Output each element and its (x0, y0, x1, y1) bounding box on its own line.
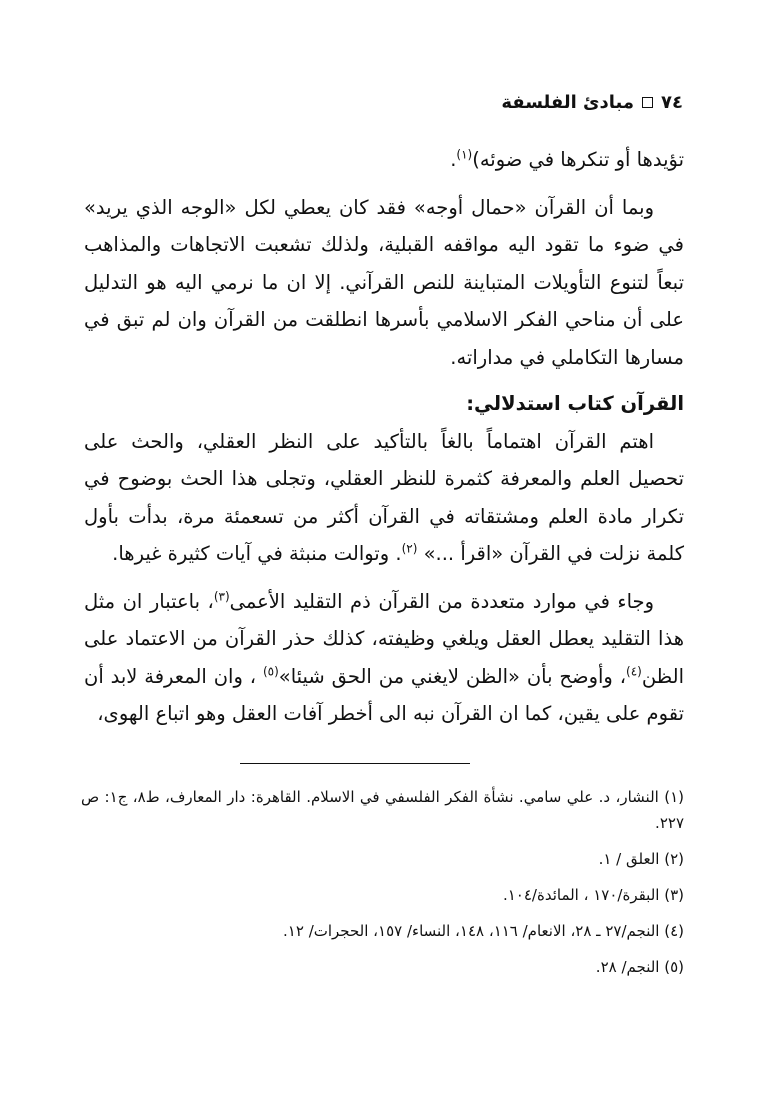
paragraph-4-text-a: وجاء في موارد متعددة من القرآن ذم التقليد الأعمى (229, 589, 654, 613)
paragraph-4-text-d: ، وان المعرفة لابد أن تقوم على يقين، كما ان القرآن نبه الى أخطر آفات العقل وهو اتباع الهوى، (84, 664, 684, 725)
paragraph-2: وبما أن القرآن «حمال أوجه» فقد كان يعطي لكل «الوجه الذي يريد» في ضوء ما تقود اليه مواقفه القبلية، ولذلك تشعبت الاتجاهات والمذاهب تبعاً لتنوع التأويلات المتباينة للنص القرآني. إلا ان ما نرمي اليه هو التدليل على أن مناحي الفكر الاسلامي بأسرها انطلقت من القرآن وان لم تبق في مسارها التكاملي في مداراته. (84, 195, 684, 369)
footnote-divider (240, 763, 470, 764)
footnote-1: (١) النشار، د. علي سامي. نشأة الفكر الفلسفي في الاسلام. القاهرة: دار المعارف، ط٨، ج١: ص ٢٢٧. (81, 788, 685, 832)
page-number: ٧٤ (661, 92, 683, 113)
paragraph-1 (84, 141, 684, 179)
paragraph-3-text-a: اهتم القرآن اهتماماً بالغاً بالتأكيد على النظر العقلي، والحث على تحصيل العلم والمعرفة كثمرة للنظر العقلي، وتجلى هذا الحث بوضوح في تكرار مادة العلم ومشتقاته في القرآن أكثر من تسعمئة مرة، بدأت بأول كلمة نزلت في القرآن «اقرأ ...» (84, 429, 684, 565)
paragraph-4-text-b: ، باعتبار ان مثل هذا التقليد يعطل العقل ويلغي وظيفته، كذلك حذر القرآن من الاعتماد على الظن (84, 589, 685, 688)
paragraph-3 (84, 423, 684, 573)
footnote-5: (٥) النجم/ ٢٨. (595, 958, 684, 976)
footnote-ref-1: (١) (456, 147, 473, 162)
paragraph-4-text-c: ، وأوضح بأن «الظن لايغني من الحق شيئا» (278, 664, 626, 688)
footnotes (81, 784, 684, 990)
footnote-4: (٤) النجم/٢٧ ـ ٢٨، الانعام/ ١١٦، ١٤٨، النساء/ ١٥٧، الحجرات/ ١٢. (283, 922, 684, 940)
paragraph-3-text-b: . وتوالت منبثة في آيات كثيرة غيرها. (112, 542, 402, 565)
main-text (84, 141, 684, 733)
running-header (501, 92, 683, 113)
square-separator-icon (642, 97, 653, 108)
footnote-ref-3: (٣) (213, 589, 230, 603)
footnote-ref-4: (٤) (626, 664, 642, 678)
footnote-ref-2: (٢) (401, 541, 418, 556)
footnote-2: (٢) العلق / ١. (598, 850, 684, 868)
footnote-ref-5: (٥) (262, 664, 279, 678)
paragraph-1-text: تؤيدها أو تنكرها في ضوئه) (472, 148, 684, 171)
footnote-3: (٣) البقرة/١٧٠ ، المائدة/١٠٤. (502, 886, 684, 904)
book-title: مبادئ الفلسفة (501, 92, 635, 113)
section-heading: القرآن كتاب استدلالي: (466, 392, 684, 415)
paragraph-4 (84, 583, 684, 733)
paragraph-1-end: . (450, 148, 457, 171)
